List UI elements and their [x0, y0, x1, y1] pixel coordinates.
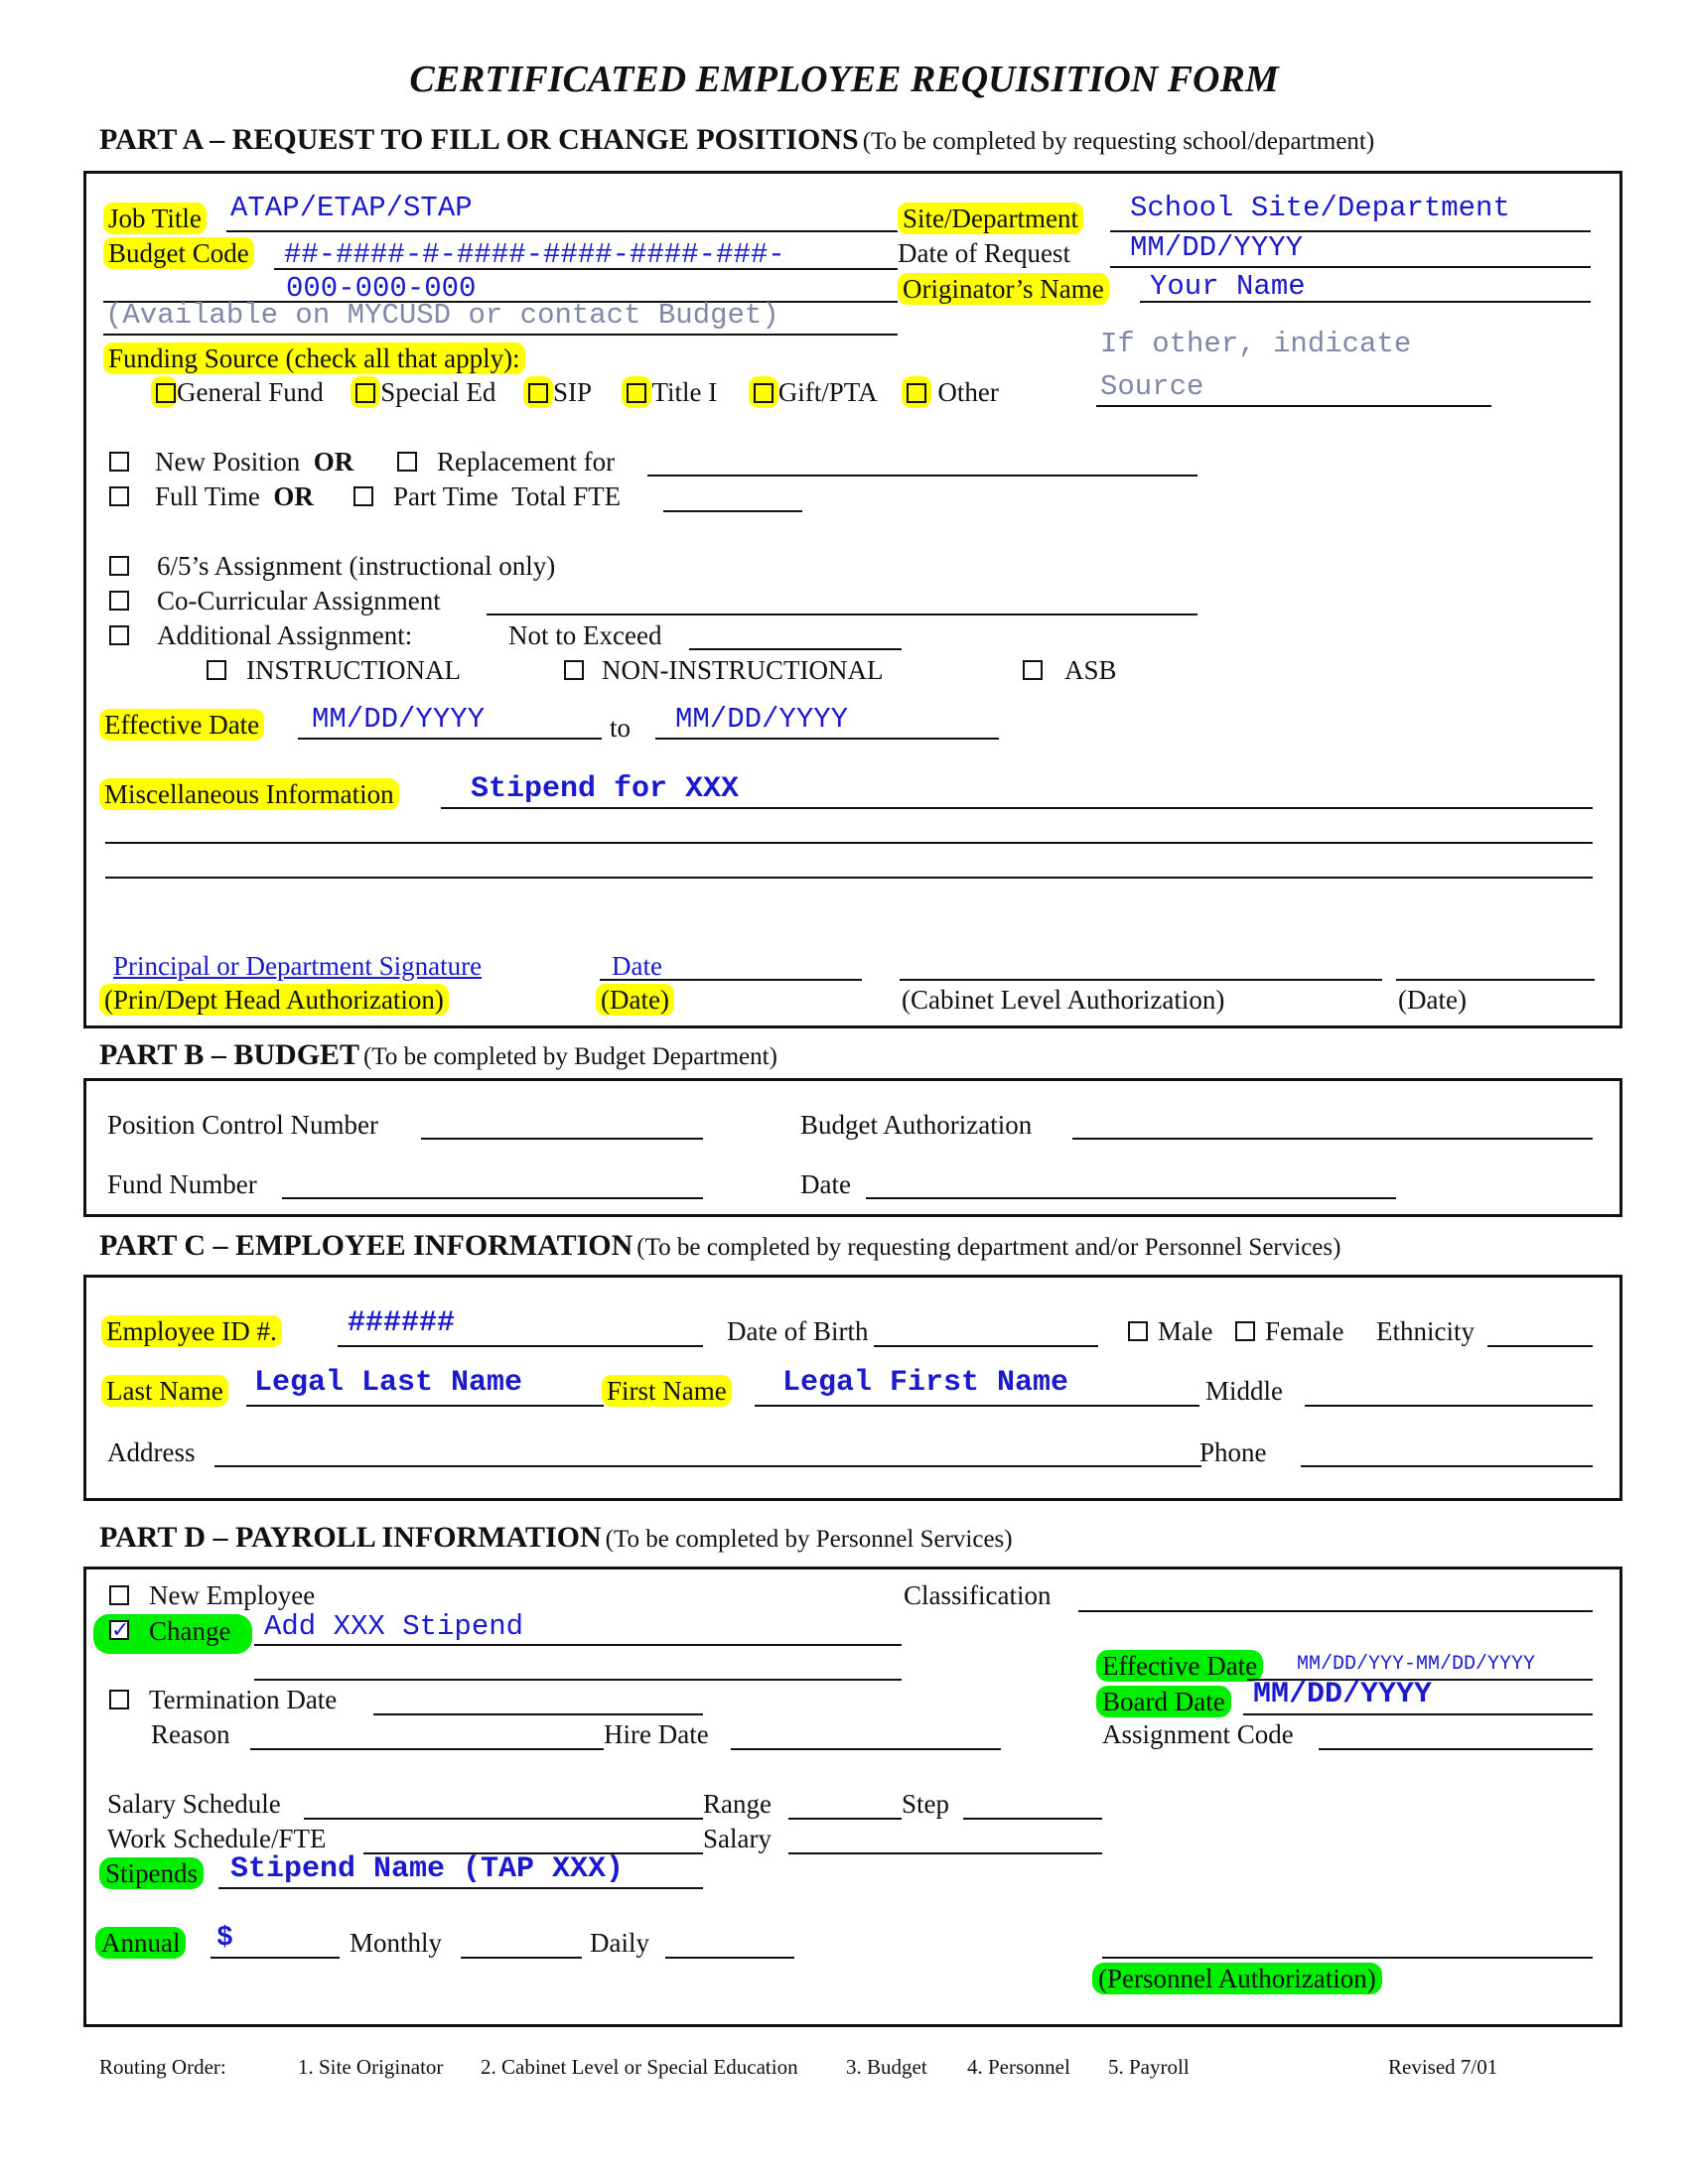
job-title-line — [226, 230, 898, 232]
part-a-heading-row — [99, 123, 1374, 157]
address-line[interactable] — [214, 1465, 1201, 1467]
date-paren-label: (Date) — [596, 984, 674, 1016]
work-schedule-label: Work Schedule/FTE — [107, 1824, 327, 1853]
effective-from-value[interactable]: MM/DD/YYYY — [312, 703, 486, 736]
range-label: Range — [703, 1789, 772, 1819]
replacement-line[interactable] — [647, 475, 1197, 477]
funding-special-ed-label: Special Ed — [380, 377, 496, 407]
monthly-line[interactable] — [461, 1957, 582, 1959]
non-instructional-checkbox[interactable] — [564, 660, 584, 680]
additional-checkbox[interactable] — [109, 625, 129, 645]
pcn-label: Position Control Number — [107, 1110, 379, 1140]
date-request-line — [1110, 266, 1591, 268]
routing-label: Routing Order: — [99, 2055, 226, 2079]
salary-label: Salary — [703, 1824, 772, 1853]
first-name-label: First Name — [602, 1375, 732, 1407]
revised-label: Revised 7/01 — [1388, 2055, 1498, 2079]
reason-label: Reason — [151, 1719, 230, 1749]
last-name-value[interactable]: Legal Last Name — [254, 1366, 523, 1400]
male-label: Male — [1158, 1316, 1213, 1346]
misc-value[interactable]: Stipend for XXX — [471, 772, 740, 806]
phone-label: Phone — [1199, 1437, 1267, 1467]
or-label: OR — [313, 447, 354, 477]
funding-title-i-label: Title I — [651, 377, 718, 407]
effective-to-value[interactable]: MM/DD/YYYY — [675, 703, 849, 736]
prin-auth-label: (Prin/Dept Head Authorization) — [99, 984, 449, 1016]
budget-code-label: Budget Code — [103, 237, 254, 269]
classification-line[interactable] — [1078, 1610, 1593, 1612]
funding-general-fund[interactable] — [151, 376, 177, 408]
date-request-value[interactable]: MM/DD/YYYY — [1130, 231, 1304, 264]
termination-checkbox[interactable] — [109, 1690, 129, 1709]
part-a-heading: PART A – REQUEST TO FILL OR CHANGE POSITIONS — [99, 123, 859, 156]
ethnicity-label: Ethnicity — [1376, 1316, 1475, 1346]
instructional-label: INSTRUCTIONAL — [246, 655, 461, 685]
change-value[interactable]: Add XXX Stipend — [264, 1610, 524, 1643]
step-line[interactable] — [963, 1818, 1102, 1820]
classification-label: Classification — [904, 1580, 1052, 1610]
first-name-line — [755, 1405, 1199, 1407]
stipends-value[interactable]: Stipend Name (TAP XXX) — [230, 1852, 625, 1886]
employee-id-label: Employee ID #. — [101, 1315, 282, 1347]
to-label: to — [610, 713, 632, 743]
effective-date-label: Effective Date — [99, 709, 264, 741]
stipends-line — [218, 1887, 703, 1889]
step-label: Step — [902, 1789, 950, 1819]
stipends-label: Stipends — [99, 1857, 204, 1889]
female-label: Female — [1265, 1316, 1344, 1346]
signature-date-line — [600, 979, 862, 981]
dob-line[interactable] — [874, 1345, 1098, 1347]
last-name-line — [246, 1405, 604, 1407]
last-name-label: Last Name — [101, 1375, 228, 1407]
site-value[interactable]: School Site/Department — [1130, 192, 1510, 224]
salary-schedule-line[interactable] — [304, 1818, 703, 1820]
employee-id-line — [338, 1345, 703, 1347]
change-label: Change — [149, 1616, 231, 1646]
asb-label: ASB — [1064, 655, 1117, 685]
cabinet-line[interactable] — [900, 979, 1382, 981]
part-d-heading: PART D – PAYROLL INFORMATION — [99, 1521, 602, 1554]
annual-line — [211, 1957, 340, 1959]
fund-number-label: Fund Number — [107, 1169, 257, 1199]
part-c-heading: PART C – EMPLOYEE INFORMATION — [99, 1229, 633, 1262]
co-curricular-label: Co-Curricular Assignment — [157, 586, 441, 615]
budget-code-value[interactable]: ##-####-#-####-####-####-###- — [284, 238, 785, 271]
non-instructional-label: NON-INSTRUCTIONAL — [602, 655, 884, 685]
new-employee-label: New Employee — [149, 1580, 316, 1610]
principal-signature[interactable]: Principal or Department Signature — [113, 951, 483, 981]
termination-label: Termination Date — [149, 1685, 338, 1714]
other-hint: If other, indicate — [1100, 328, 1412, 360]
dob-label: Date of Birth — [727, 1316, 869, 1346]
phone-line[interactable] — [1301, 1465, 1593, 1467]
checkbox-icon[interactable] — [754, 383, 774, 403]
part-d-heading-row — [99, 1521, 1013, 1555]
employee-id-value[interactable]: ###### — [348, 1306, 456, 1340]
budget-auth-line[interactable] — [1072, 1138, 1593, 1140]
funding-other[interactable] — [902, 376, 931, 408]
replacement-label: Replacement for — [437, 447, 616, 477]
part-b-box — [83, 1078, 1622, 1217]
funding-other-label: Other — [937, 377, 999, 407]
routing-footer — [99, 2055, 226, 2080]
part-c-note: (To be completed by requesting department and/or Personnel Services) — [636, 1234, 1341, 1261]
new-position-label: New Position — [155, 447, 301, 477]
funding-options — [151, 375, 999, 409]
address-label: Address — [107, 1437, 196, 1467]
misc-line-3 — [105, 877, 1593, 879]
part-a-note: (To be completed by requesting school/department) — [862, 128, 1375, 155]
annual-value[interactable]: $ — [216, 1923, 233, 1954]
effective-to-line — [655, 738, 999, 740]
originator-value[interactable]: Your Name — [1150, 270, 1306, 303]
pd-effective-date-label: Effective Date — [1096, 1650, 1263, 1682]
funding-gift-pta-label: Gift/PTA — [777, 377, 877, 407]
part-b-date-label: Date — [800, 1169, 851, 1199]
cabinet-date-label: (Date) — [1398, 985, 1467, 1015]
monthly-label: Monthly — [350, 1928, 443, 1958]
part-c-heading-row — [99, 1229, 1340, 1263]
part-b-date-line[interactable] — [866, 1197, 1396, 1199]
change-line-2 — [254, 1679, 902, 1681]
range-line[interactable] — [788, 1818, 902, 1820]
board-date-value[interactable]: MM/DD/YYYY — [1253, 1678, 1433, 1711]
other-source-hint: Source — [1100, 370, 1204, 403]
signature-date[interactable]: Date — [612, 951, 662, 981]
funding-title-i[interactable] — [622, 376, 651, 408]
not-to-exceed-line[interactable] — [689, 648, 902, 650]
ethnicity-line[interactable] — [1487, 1345, 1593, 1347]
board-date-line — [1243, 1713, 1593, 1715]
funding-sip-label: SIP — [552, 377, 591, 407]
part-time-label: Part Time — [393, 481, 498, 511]
funding-general-fund-label: General Fund — [177, 377, 324, 407]
checkbox-icon[interactable] — [355, 383, 375, 403]
board-date-label: Board Date — [1096, 1686, 1231, 1717]
pcn-line[interactable] — [421, 1138, 703, 1140]
female-checkbox[interactable] — [1235, 1321, 1255, 1341]
funding-sip[interactable] — [523, 376, 553, 408]
form-title: CERTIFICATED EMPLOYEE REQUISITION FORM — [409, 59, 1279, 100]
originator-line — [1140, 301, 1591, 303]
daily-line[interactable] — [665, 1957, 794, 1959]
male-checkbox[interactable] — [1128, 1321, 1148, 1341]
part-b-heading: PART B – BUDGET — [99, 1038, 360, 1071]
instructional-checkbox[interactable] — [207, 660, 226, 680]
budget-hint: (Available on MYCUSD or contact Budget) — [105, 299, 779, 332]
budget-auth-label: Budget Authorization — [800, 1110, 1033, 1140]
total-fte-line[interactable] — [663, 510, 802, 512]
replacement-checkbox[interactable] — [397, 452, 417, 472]
hire-date-line[interactable] — [731, 1748, 1001, 1750]
checkbox-icon[interactable] — [156, 383, 176, 403]
first-name-value[interactable]: Legal First Name — [782, 1366, 1069, 1400]
or-label: OR — [273, 481, 314, 511]
part-d-note: (To be completed by Personnel Services) — [605, 1526, 1013, 1553]
budget-code-value-2[interactable]: 000-000-000 — [286, 272, 477, 305]
new-employee-checkbox[interactable] — [109, 1585, 129, 1605]
misc-line-1 — [441, 807, 1593, 809]
checkbox-icon[interactable] — [528, 383, 548, 403]
assignment-65-checkbox[interactable] — [109, 556, 129, 576]
personnel-auth-label: (Personnel Authorization) — [1092, 1963, 1382, 1994]
job-title-value[interactable]: ATAP/ETAP/STAP — [230, 192, 473, 224]
part-b-heading-row — [99, 1038, 777, 1072]
daily-label: Daily — [590, 1928, 649, 1958]
full-time-checkbox[interactable] — [109, 486, 129, 506]
date-request-label: Date of Request — [898, 238, 1070, 268]
misc-line-2 — [105, 842, 1593, 844]
funding-special-ed[interactable] — [351, 376, 380, 408]
asb-checkbox[interactable] — [1023, 660, 1043, 680]
budget-hint-line — [103, 334, 898, 336]
job-title-label: Job Title — [103, 203, 207, 234]
termination-line[interactable] — [373, 1713, 703, 1715]
originator-label: Originator’s Name — [898, 273, 1109, 305]
additional-label: Additional Assignment: — [157, 620, 413, 650]
effective-from-line — [298, 738, 602, 740]
assignment-65-label: 6/5’s Assignment (instructional only) — [157, 551, 556, 581]
total-fte-label: Total FTE — [511, 481, 622, 511]
cabinet-auth-label: (Cabinet Level Authorization) — [902, 985, 1225, 1015]
other-source-line — [1096, 405, 1491, 407]
middle-line[interactable] — [1305, 1405, 1593, 1407]
routing-step-4: 4. Personnel — [967, 2055, 1070, 2079]
change-line-1 — [254, 1644, 902, 1646]
annual-label: Annual — [95, 1927, 186, 1959]
assignment-code-label: Assignment Code — [1102, 1719, 1294, 1749]
hire-date-label: Hire Date — [604, 1719, 709, 1749]
middle-label: Middle — [1205, 1376, 1283, 1406]
salary-schedule-label: Salary Schedule — [107, 1789, 281, 1819]
site-label: Site/Department — [898, 203, 1083, 234]
routing-step-5: 5. Payroll — [1108, 2055, 1190, 2079]
reason-line[interactable] — [250, 1748, 604, 1750]
part-b-note: (To be completed by Budget Department) — [363, 1043, 777, 1070]
funding-gift-pta[interactable] — [749, 376, 778, 408]
routing-step-2: 2. Cabinet Level or Special Education — [481, 2055, 798, 2079]
budget-code-line1 — [274, 268, 898, 270]
not-to-exceed-label: Not to Exceed — [508, 620, 662, 650]
full-time-label: Full Time — [155, 481, 260, 511]
change-checkbox[interactable]: ✓ — [111, 1617, 130, 1642]
pd-effective-date-value[interactable]: MM/DD/YYY-MM/DD/YYYY — [1297, 1653, 1536, 1676]
routing-step-3: 3. Budget — [846, 2055, 927, 2079]
new-position-checkbox[interactable] — [109, 452, 129, 472]
part-time-checkbox[interactable] — [353, 486, 373, 506]
funding-label: Funding Source (check all that apply): — [103, 342, 525, 374]
co-curricular-line[interactable] — [487, 614, 1197, 615]
assignment-code-line[interactable] — [1319, 1748, 1593, 1750]
misc-label: Miscellaneous Information — [99, 778, 399, 810]
salary-line[interactable] — [788, 1852, 1102, 1854]
fund-number-line[interactable] — [282, 1197, 703, 1199]
checkbox-icon[interactable] — [907, 383, 926, 403]
co-curricular-checkbox[interactable] — [109, 591, 129, 611]
checkbox-icon[interactable] — [627, 383, 646, 403]
routing-step-1: 1. Site Originator — [298, 2055, 444, 2079]
personnel-auth-line[interactable] — [1102, 1957, 1593, 1959]
cabinet-date-line[interactable] — [1396, 979, 1595, 981]
